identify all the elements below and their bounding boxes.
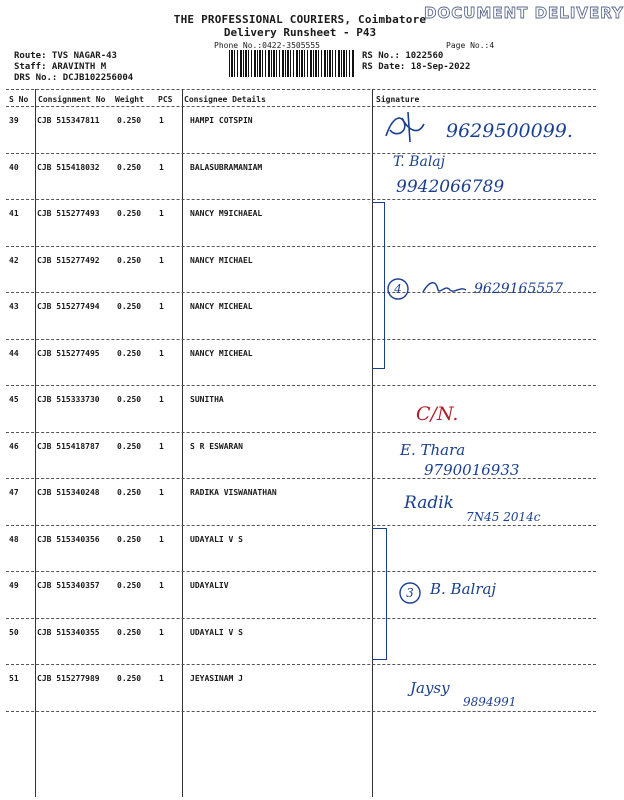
route: Route: TVS NAGAR-43 (14, 51, 117, 61)
rs-meta (362, 51, 470, 73)
row-pcs: 1 (159, 441, 164, 451)
row-weight: 0.250 (117, 116, 142, 125)
column-header-consignment: Consignment No (38, 95, 106, 104)
row-sno: 39 (9, 116, 19, 125)
table-row (0, 526, 600, 573)
row-pcs: 1 (159, 302, 164, 311)
table-row (0, 340, 600, 387)
signature-51-name: Jaysy (410, 679, 450, 697)
row-weight: 0.250 (117, 255, 142, 265)
signature-47-name: Radik (404, 493, 454, 513)
column-header-weight: Weight (115, 95, 144, 104)
row-sno: 47 (9, 488, 19, 497)
row-pcs: 1 (159, 488, 164, 497)
row-pcs: 1 (159, 116, 164, 125)
row-consignee: HAMPI COTSPIN (190, 116, 253, 125)
row-consignment: CJB 515347811 (37, 116, 100, 125)
row-sno: 46 (9, 441, 19, 451)
runsheet-meta (14, 51, 133, 84)
row-sno: 40 (9, 162, 19, 172)
document-stamp: DOCUMENT DELIVERY (424, 4, 624, 22)
row-consignee: BALASUBRAMANIAM (190, 162, 263, 172)
table-row (0, 200, 600, 247)
signature-51-phone: 9894991 (463, 695, 517, 709)
phone-number: Phone No.:0422-3505555 (214, 41, 320, 50)
signature-41-44-phone: 9629165557 (474, 281, 564, 297)
row-consignee: JEYASINAM J (190, 674, 243, 683)
rs-number: RS No.: 1022560 (362, 51, 444, 61)
row-pcs: 1 (159, 581, 164, 590)
signature-46-phone: 9790016933 (424, 461, 520, 479)
row-consignment: CJB 515333730 (37, 395, 100, 404)
row-consignee: UDAYALI V S (190, 534, 243, 544)
row-consignment: CJB 515277989 (37, 674, 100, 683)
row-consignee: UDAYALIV (190, 581, 229, 590)
row-pcs: 1 (159, 209, 164, 218)
row-consignment: CJB 515340355 (37, 627, 100, 637)
column-header-signature: Signature (376, 95, 420, 104)
row-consignment: CJB 515340248 (37, 488, 100, 497)
row-sno: 50 (9, 627, 19, 637)
signature-47-phone: 7N45 2014c (466, 510, 541, 524)
row-sno: 41 (9, 209, 19, 218)
row-consignment: CJB 515418787 (37, 441, 100, 451)
row-pcs: 1 (159, 627, 164, 637)
row-consignee: NANCY MICHAEL (190, 255, 253, 265)
row-pcs: 1 (159, 255, 164, 265)
row-weight: 0.250 (117, 534, 142, 544)
signature-46-name: E. Thara (400, 441, 466, 459)
row-consignee: NANCY M9ICHAEAL (190, 209, 263, 218)
row-consignee: UDAYALI V S (190, 627, 243, 637)
circled-count-41-44 (386, 277, 410, 301)
signature-scribble (378, 108, 438, 148)
row-consignment: CJB 515340357 (37, 581, 100, 590)
row-consignee: SUNITHA (190, 395, 224, 404)
signature-40-name: T. Balaj (393, 154, 445, 170)
row-sno: 43 (9, 302, 19, 311)
row-sno: 48 (9, 534, 19, 544)
row-weight: 0.250 (117, 488, 142, 497)
svg-text:4: 4 (394, 282, 402, 296)
table-row (0, 154, 600, 201)
row-consignee: RADIKA VISWANATHAN (190, 488, 277, 497)
row-weight: 0.250 (117, 581, 142, 590)
row-consignment: CJB 515277495 (37, 348, 100, 358)
table-row (0, 386, 600, 433)
column-header-pcs: PCS (158, 95, 173, 104)
signature-39-phone: 9629500099. (446, 120, 573, 142)
row-consignee: NANCY MICHEAL (190, 302, 253, 311)
row-divider (6, 711, 596, 712)
row-consignee: NANCY MICHEAL (190, 348, 253, 358)
row-weight: 0.250 (117, 162, 142, 172)
barcode (229, 50, 355, 77)
bracket-48-50 (372, 528, 387, 660)
row-pcs: 1 (159, 534, 164, 544)
document-subtitle: Delivery Runsheet - P43 (223, 26, 377, 39)
row-pcs: 1 (159, 348, 164, 358)
column-header-sno: S No (9, 95, 29, 104)
row-consignment: CJB 515340356 (37, 534, 100, 544)
row-sno: 51 (9, 674, 19, 683)
table-row (0, 572, 600, 619)
circled-count-48-50 (398, 581, 422, 605)
row-weight: 0.250 (117, 395, 142, 404)
row-weight: 0.250 (117, 441, 142, 451)
row-sno: 45 (9, 395, 19, 404)
row-sno: 49 (9, 581, 19, 590)
row-weight: 0.250 (117, 627, 142, 637)
signature-40-phone: 9942066789 (396, 177, 505, 197)
svg-text:3: 3 (406, 586, 414, 600)
drs-number: DRS No.: DCJB102256004 (14, 73, 134, 83)
signature-scribble (420, 278, 470, 298)
row-pcs: 1 (159, 162, 164, 172)
rs-date: RS Date: 18-Sep-2022 (362, 62, 471, 72)
row-pcs: 1 (159, 674, 164, 683)
row-consignment: CJB 515277492 (37, 255, 100, 265)
table-row (0, 293, 600, 340)
signature-45: C/N. (416, 403, 459, 425)
row-consignment: CJB 515277494 (37, 302, 100, 311)
header-rule-top (6, 89, 596, 90)
row-pcs: 1 (159, 395, 164, 404)
row-weight: 0.250 (117, 674, 142, 683)
column-header-consignee: Consignee Details (184, 95, 266, 104)
row-consignment: CJB 515277493 (37, 209, 100, 218)
row-consignee: S R ESWARAN (190, 441, 243, 451)
row-weight: 0.250 (117, 348, 142, 358)
row-weight: 0.250 (117, 302, 142, 311)
row-sno: 44 (9, 348, 19, 358)
document-title: THE PROFESSIONAL COURIERS, Coimbatore (173, 13, 427, 26)
row-weight: 0.250 (117, 209, 142, 218)
signature-48-50: B. Balraj (430, 580, 497, 598)
page-number: Page No.:4 (446, 41, 495, 50)
staff: Staff: ARAVINTH M (14, 62, 107, 72)
table-row (0, 619, 600, 666)
row-sno: 42 (9, 255, 19, 265)
bracket-41-44 (372, 202, 385, 369)
row-consignment: CJB 515418032 (37, 162, 100, 172)
